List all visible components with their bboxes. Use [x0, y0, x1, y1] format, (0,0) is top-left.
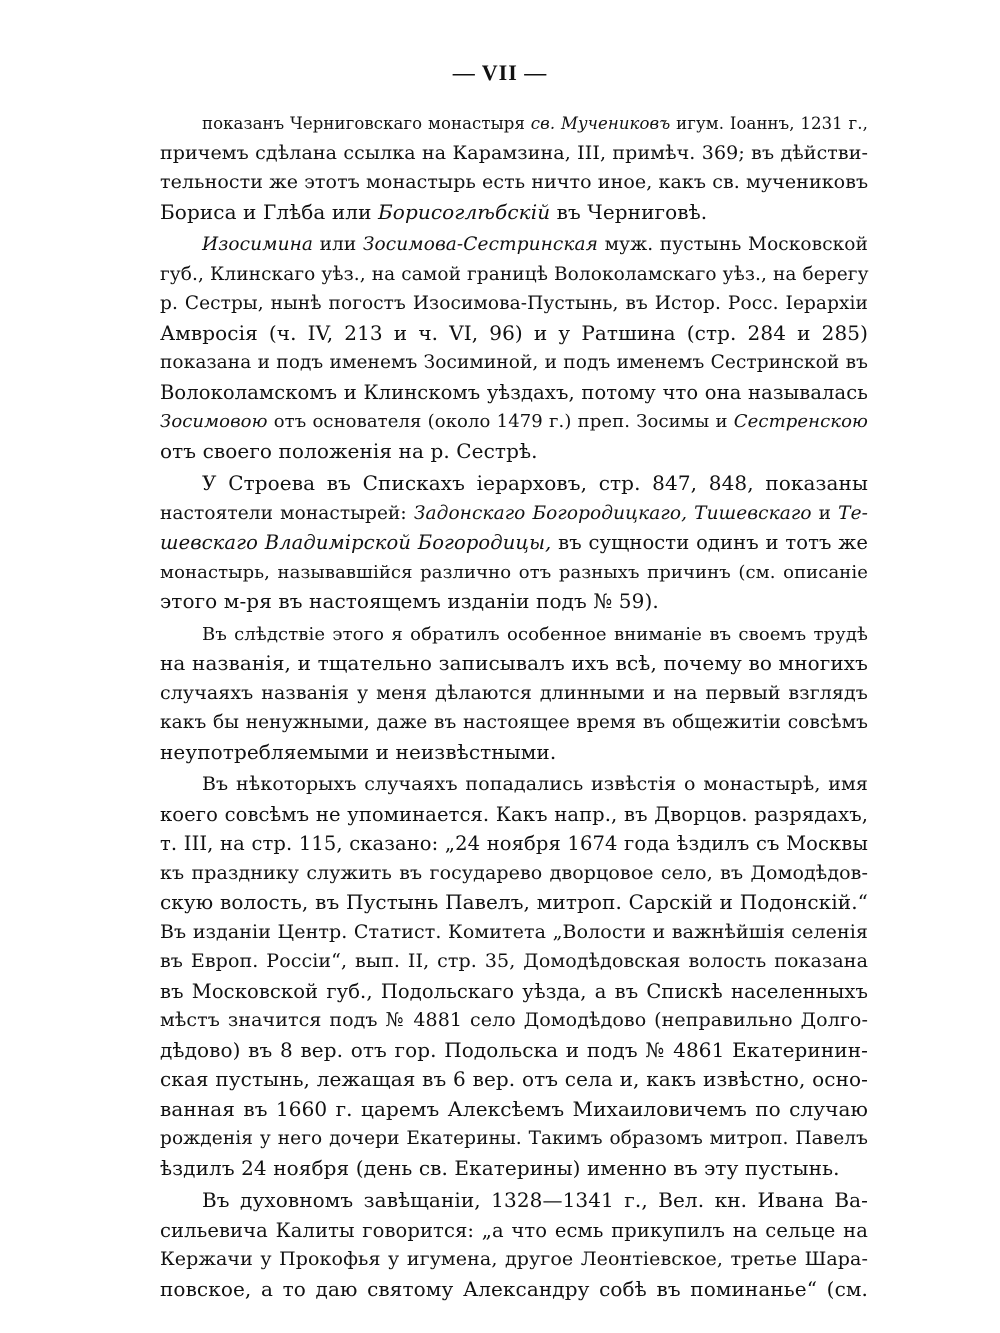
text-segment: Волоколамскомъ и Клинскомъ уѣздахъ, потому что она называлась: [160, 380, 868, 404]
text-line: [160, 649, 868, 679]
text-segment: скую волость, въ Пустынь Павелъ, митроп. Сарскій и Подонскій.“: [160, 890, 868, 914]
text-line: [160, 1124, 868, 1154]
paragraph: [160, 620, 868, 768]
text-line: [160, 738, 868, 768]
text-line: [160, 407, 868, 437]
text-segment: повское, а то даю святому Александру собѣ въ поминанье“ (см.: [160, 1276, 868, 1301]
text-line: [160, 947, 868, 977]
text-segment: т. III, на стр. 115, сказано: „24 ноября 1674 года ѣздилъ съ Москвы: [160, 832, 868, 855]
text-line: [160, 679, 868, 709]
text-line: [160, 437, 868, 467]
italic-segment: Те-: [838, 502, 868, 524]
text-line: [160, 109, 868, 139]
text-line: [160, 499, 868, 529]
text-segment: Въ духовномъ завѣщаніи, 1328—1341 г., Вел. кн. Ивана Ва-: [202, 1188, 868, 1212]
text-segment: отъ основателя (около 1479 г.) преп. Зосимы и: [267, 411, 734, 432]
text-segment: мѣстъ значится подъ № 4881 село Домодѣдово (неправильно Долго-: [160, 1009, 868, 1031]
text-line: [160, 289, 868, 319]
text-segment: случаяхъ названія у меня дѣлаются длинными и на первый взглядъ: [160, 681, 868, 704]
italic-segment: Борисоглѣбскій: [378, 199, 551, 224]
text-segment: или: [313, 234, 363, 255]
italic-segment: Зосимовою: [160, 411, 268, 432]
text-segment: въ сущности одинъ и тотъ же: [551, 531, 868, 554]
text-line: [160, 1095, 868, 1125]
text-segment: ѣздилъ 24 ноября (день св. Екатерины) именно въ эту пустынь.: [160, 1155, 840, 1180]
text-line: [160, 319, 868, 349]
text-line: [160, 800, 868, 830]
text-segment: Въ изданіи Центр. Статист. Комитета „Волости и важнѣйшія селенія: [160, 920, 868, 943]
text-line: [160, 1036, 868, 1066]
text-segment: Амвросія (ч. IV, 213 и ч. VI, 96) и у Ратшина (стр. 284 и 285): [160, 320, 868, 345]
text-segment: на названія, и тщательно записывалъ ихъ всѣ, почему во многихъ: [160, 651, 868, 675]
text-line: [160, 1216, 868, 1246]
text-segment: неупотребляемыми и неизвѣстными.: [160, 739, 557, 764]
text-line: [160, 1065, 868, 1095]
text-line: [160, 139, 868, 169]
paragraph: [160, 770, 868, 1183]
text-line: [160, 859, 868, 889]
text-line: [160, 198, 868, 228]
text-segment: муж. пустынь Московской: [598, 234, 868, 255]
page-number: — VII —: [452, 60, 548, 85]
text-segment: р. Сестры, нынѣ погостъ Изосимова-Пустынь, въ Истор. Росс. Іерархіи: [160, 293, 868, 314]
text-line: [160, 528, 868, 558]
text-line: [160, 1186, 868, 1216]
text-line: [160, 168, 868, 198]
text-segment: показанъ Черниговскаго монастыря: [202, 114, 531, 133]
paragraph: [160, 469, 868, 617]
italic-segment: Задонскаго Богородицкаго, Тишевскаго: [413, 502, 812, 524]
italic-segment: Зосимова-Сестринская: [362, 234, 599, 255]
text-segment: коего совсѣмъ не упоминается. Какъ напр., въ Дворцов. разрядахъ,: [160, 802, 868, 826]
text-line: [160, 1006, 868, 1036]
text-segment: Кержачи у Прокофья у игумена, другое Леонтіевское, третье Шара-: [160, 1248, 868, 1270]
text-segment: въ Московской губ., Подольскаго уѣзда, а въ Спискѣ населенныхъ: [160, 979, 868, 1003]
text-segment: Въ слѣдствіе этого я обратилъ особенное вниманіе въ своемъ трудѣ: [202, 623, 868, 645]
text-segment: рожденія у него дочери Екатерины. Такимъ образомъ митроп. Павелъ: [160, 1128, 868, 1149]
text-line: [160, 620, 868, 650]
text-segment: и: [811, 502, 839, 524]
text-line: [160, 1154, 868, 1184]
text-segment: тельности же этотъ монастырь есть ничто иное, какъ св. мучениковъ: [160, 171, 869, 193]
text-line: [160, 558, 868, 588]
text-segment: ская пустынь, лежащая въ 6 вер. отъ села и, какъ извѣстно, осно-: [160, 1067, 868, 1091]
text-line: [160, 348, 868, 378]
text-segment: ванная въ 1660 г. царемъ Алексѣемъ Михаиловичемъ по случаю: [160, 1096, 868, 1121]
text-segment: Бориса и Глѣба или: [160, 199, 378, 224]
text-segment: губ., Клинскаго уѣз., на самой границѣ Волоколамскаго уѣз., на берегу: [160, 263, 869, 285]
text-line: [160, 770, 868, 800]
text-line: [160, 888, 868, 918]
text-line: [160, 260, 868, 290]
text-line: [160, 230, 868, 260]
text-segment: дѣдово) въ 8 вер. отъ гор. Подольска и подъ № 4861 Екатеринин-: [160, 1037, 868, 1062]
text-line: [160, 469, 868, 499]
body-text: [160, 109, 868, 1304]
text-segment: У Строева въ Спискахъ іерарховъ, стр. 847, 848, показаны: [202, 471, 868, 495]
text-segment: игум. Іоаннъ, 1231 г.,: [670, 114, 868, 133]
text-line: [160, 829, 868, 859]
text-segment: показана и подъ именемъ Зосиминой, и подъ именемъ Сестринской въ: [160, 352, 868, 373]
italic-segment: Сестренскою: [733, 411, 868, 432]
text-segment: какъ бы ненужными, даже въ настоящее время въ общежитіи совсѣмъ: [160, 712, 868, 733]
text-line: [160, 587, 868, 617]
italic-segment: Изосимина: [202, 234, 314, 255]
text-line: [160, 918, 868, 948]
paragraph: [160, 1186, 868, 1304]
text-line: [160, 977, 868, 1007]
text-segment: сильевича Калиты говорится: „а что есмь прикупилъ на сельце на: [160, 1218, 868, 1242]
text-segment: въ Черниговѣ.: [550, 199, 708, 224]
text-segment: этого м-ря въ настоящемъ изданіи подъ № 59).: [160, 589, 659, 613]
paragraph: [160, 230, 868, 466]
text-segment: монастырь, называвшійся различно отъ разныхъ причинъ (см. описаніе: [160, 561, 868, 583]
text-line: [160, 1275, 868, 1305]
text-line: [160, 1245, 868, 1275]
paragraph: [160, 109, 868, 227]
text-segment: причемъ сдѣлана ссылка на Карамзина, III, примѣч. 369; въ дѣйстви-: [160, 141, 868, 164]
text-segment: отъ своего положенія на р. Сестрѣ.: [160, 438, 538, 463]
text-line: [160, 708, 868, 738]
text-segment: къ празднику служить въ государево дворцовое село, въ Домодѣдов-: [160, 861, 868, 884]
text-line: [160, 378, 868, 408]
italic-segment: св. Мучениковъ: [530, 114, 671, 133]
text-segment: настоятели монастырей:: [160, 502, 414, 524]
italic-segment: шевскаго Владимірской Богородицы,: [160, 531, 552, 554]
text-segment: въ Европ. Россіи“, вып. II, стр. 35, Домодѣдовская волость показана: [160, 950, 868, 972]
text-segment: Въ нѣкоторыхъ случаяхъ попадались извѣстія о монастырѣ, имя: [202, 773, 868, 795]
